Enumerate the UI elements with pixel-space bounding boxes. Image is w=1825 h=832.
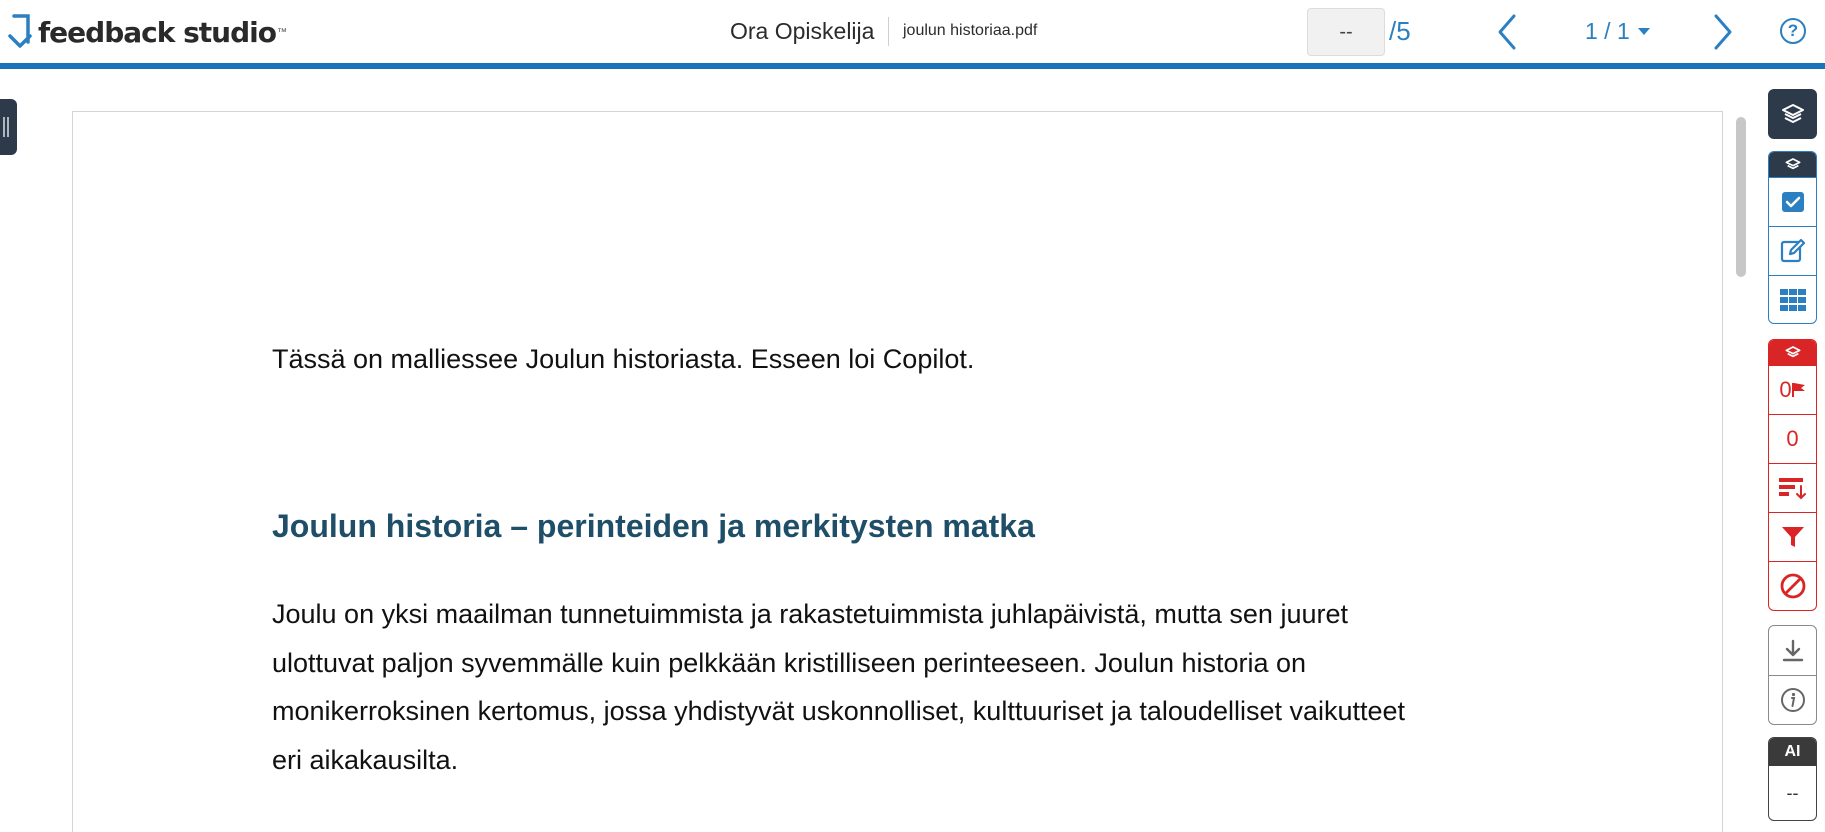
paragraph-line: monikerroksinen kertomus, jossa yhdistyvät uskonnolliset, kulttuuriset ja taloudelliset vaikutteet: [272, 696, 1406, 726]
page-indicator-text: 1 / 1: [1585, 18, 1630, 44]
header-divider: [888, 17, 889, 46]
feedback-studio-logo[interactable]: [8, 10, 287, 54]
caret-down-icon: [1638, 28, 1650, 35]
ai-label: AI: [1769, 738, 1816, 766]
ai-score: --: [1786, 782, 1799, 803]
layers-button[interactable]: [1768, 89, 1817, 139]
paragraph-line: ulottuvat paljon syvemmälle kuin pelkkään kristilliseen perinteeseen. Joulun historia on: [272, 647, 1307, 678]
quickmarks-button[interactable]: [1769, 177, 1816, 226]
file-tools-group: [1768, 625, 1817, 725]
layers-icon: [1785, 345, 1801, 361]
submission-info-button[interactable]: [1769, 675, 1816, 724]
logo-text: feedback studio: [38, 15, 276, 49]
similarity-tools-group: [1768, 339, 1817, 611]
grading-tools-group: [1768, 151, 1817, 324]
page-selector[interactable]: [1585, 18, 1650, 45]
sort-icon: [1779, 476, 1807, 500]
document-scrollbar[interactable]: [1736, 117, 1746, 277]
checkbox-icon: [1781, 191, 1805, 213]
info-icon: [1780, 687, 1806, 713]
match-overview-button[interactable]: [1769, 463, 1816, 512]
grade-max: /5: [1389, 16, 1411, 46]
rubric-button[interactable]: [1769, 275, 1816, 324]
file-name: joulun historiaa.pdf: [903, 22, 1038, 39]
top-header: [0, 0, 1825, 69]
layers-icon: [1781, 102, 1805, 126]
side-drawer-handle[interactable]: [0, 99, 17, 155]
paragraph-line: eri aikakausilta.: [272, 744, 459, 775]
student-name: Ora Opiskelija: [730, 18, 875, 44]
flag-icon: [1792, 382, 1806, 398]
download-icon: [1782, 639, 1804, 663]
similarity-score-button[interactable]: [1769, 414, 1816, 463]
grid-icon: [1780, 289, 1806, 311]
edit-icon: [1780, 238, 1806, 264]
layers-icon: [1785, 157, 1801, 173]
feedback-summary-button[interactable]: [1769, 226, 1816, 275]
help-icon[interactable]: ?: [1780, 18, 1806, 44]
filter-button[interactable]: [1769, 512, 1816, 561]
similarity-layer-header[interactable]: [1769, 340, 1816, 365]
document-intro: Tässä on malliessee Joulun historiasta. Esseen loi Copilot.: [272, 344, 975, 374]
filter-icon: [1781, 525, 1805, 549]
exclude-icon: [1780, 573, 1806, 599]
paragraph-line: Joulu on yksi maailman tunnetuimmista ja rakastetuimmista juhlapäivistä, mutta sen juuret: [272, 599, 1348, 629]
exclude-sources-button[interactable]: [1769, 561, 1816, 610]
chevron-right-icon[interactable]: [1706, 10, 1740, 54]
chevron-left-icon[interactable]: [1490, 10, 1524, 54]
document-paragraph: [272, 590, 1522, 784]
download-button[interactable]: [1769, 626, 1816, 675]
ai-writing-group[interactable]: [1768, 737, 1817, 821]
grade-input[interactable]: --: [1307, 8, 1385, 56]
match-count: 0: [1786, 426, 1799, 451]
grading-layer-header[interactable]: [1769, 152, 1816, 177]
flag-count: 0: [1779, 377, 1792, 402]
logo-trademark: ™: [276, 26, 287, 38]
flags-button[interactable]: [1769, 365, 1816, 414]
feedback-studio-logo-icon: [8, 12, 34, 52]
document-heading: Joulun historia – perinteiden ja merkitysten matka: [272, 508, 1035, 544]
